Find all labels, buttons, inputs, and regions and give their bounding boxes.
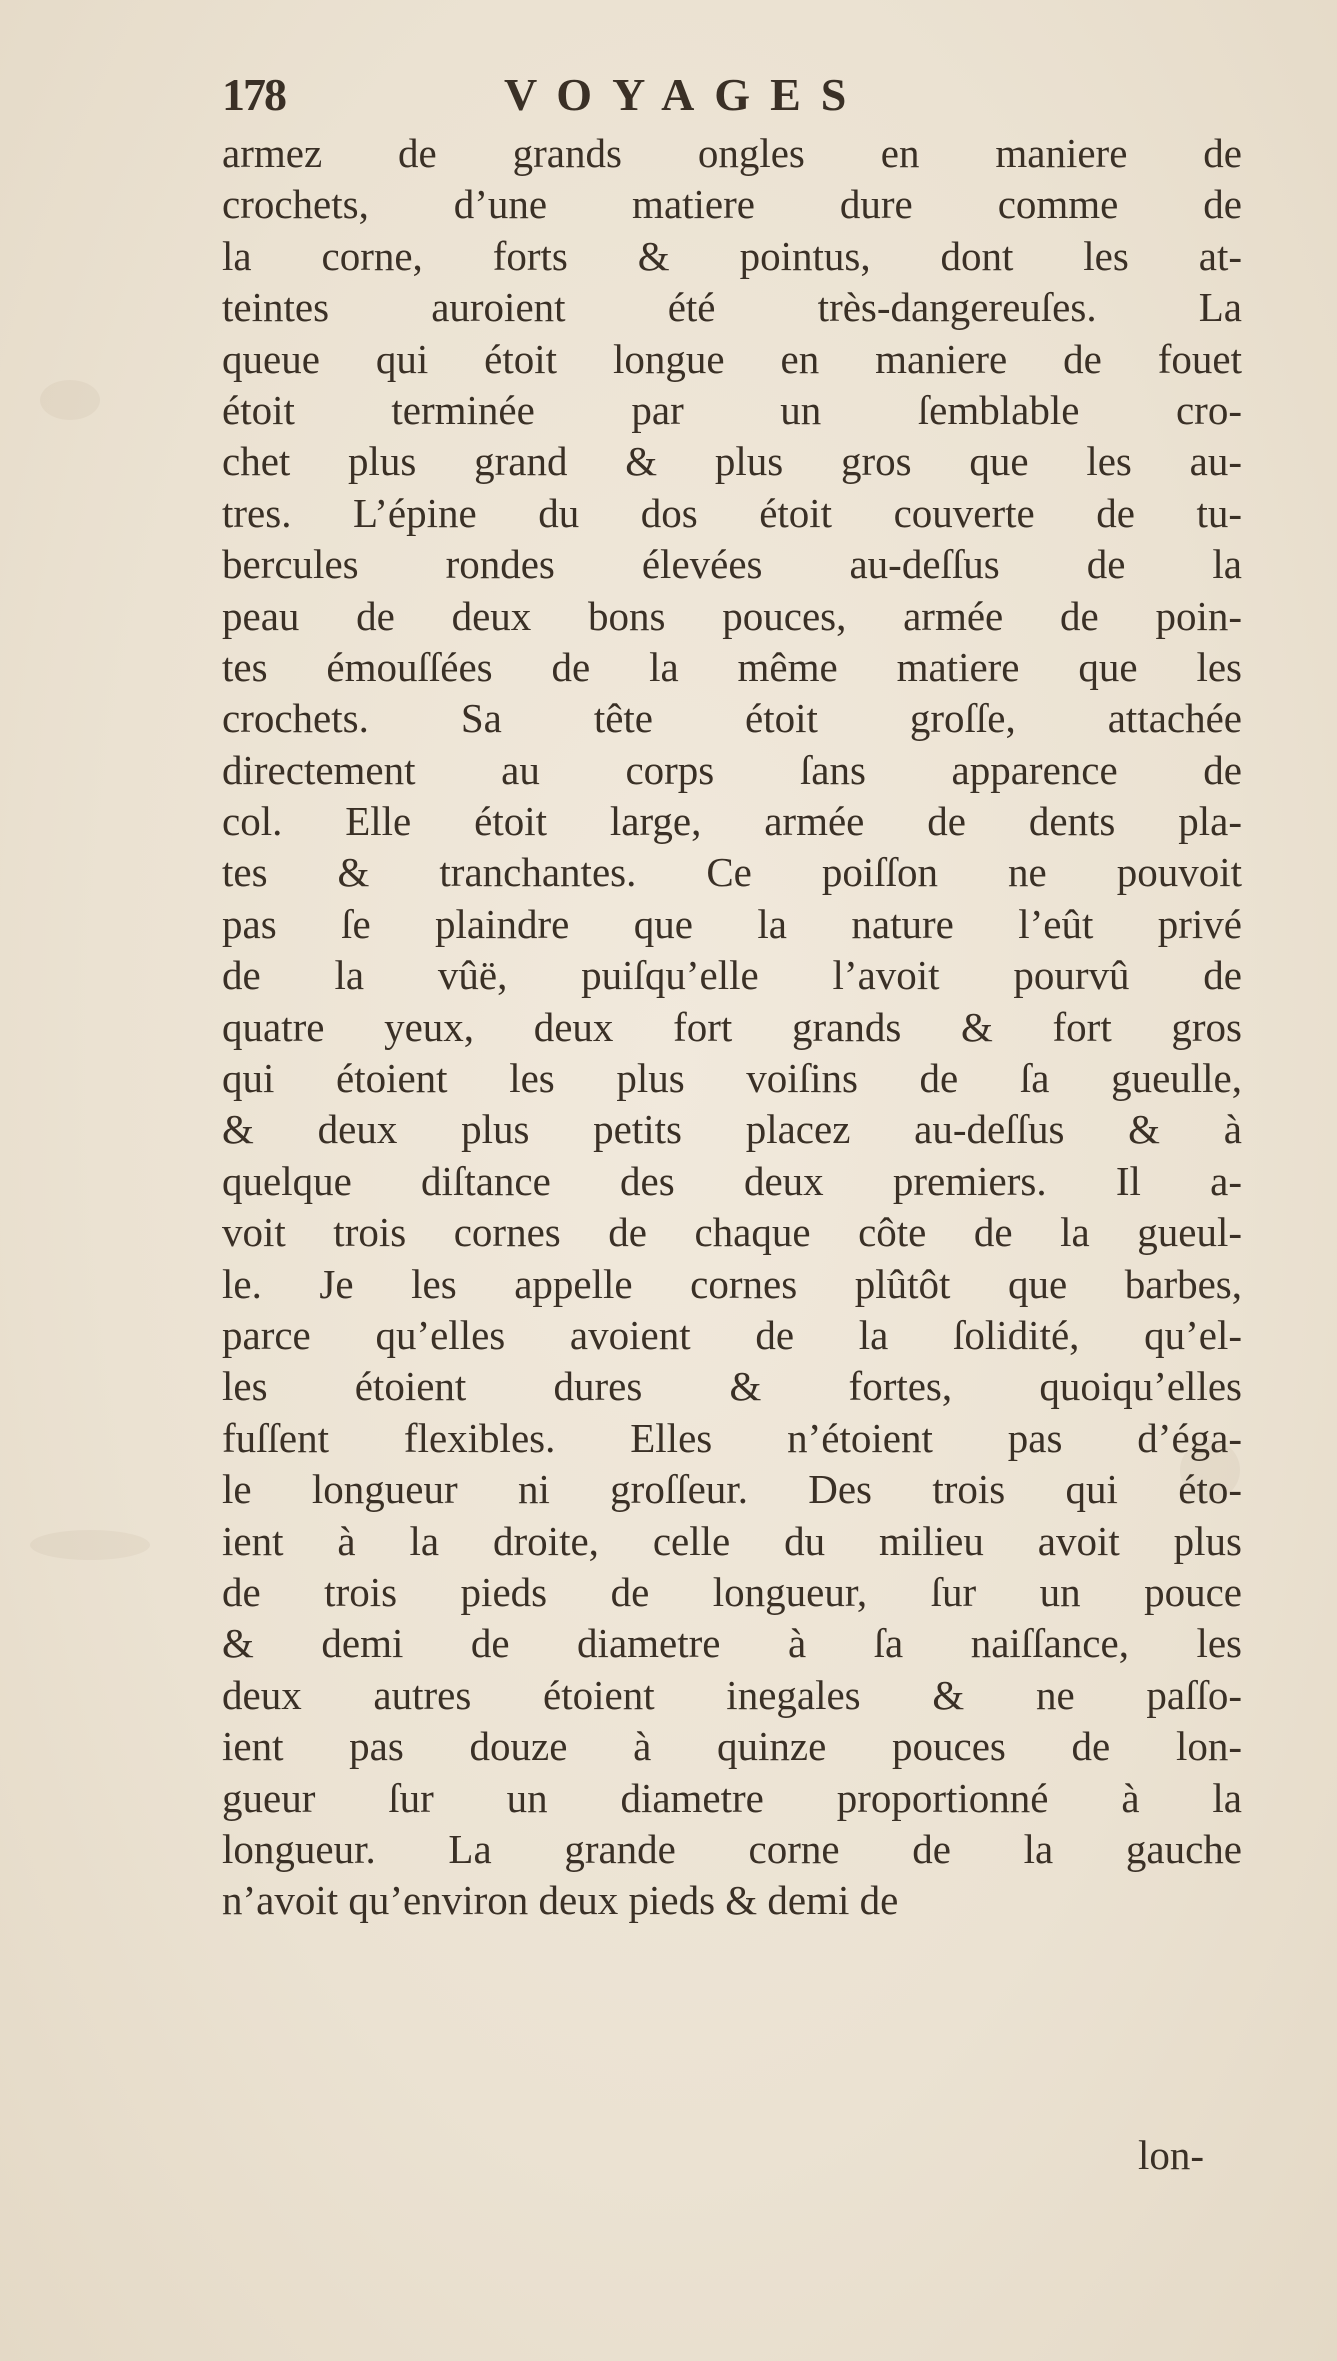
- text-line: queue qui étoit longue en maniere de fouet: [222, 335, 1242, 382]
- text-line: qui étoient les plus voiſins de ſa gueulle,: [222, 1055, 1242, 1102]
- text-line: de la vûë, puiſqu’elle l’avoit pourvû de: [222, 952, 1242, 999]
- text-line: ient pas douze à quinze pouces de lon-: [222, 1723, 1242, 1770]
- text-line: fuſſent flexibles. Elles n’étoient pas d’éga-: [222, 1414, 1242, 1461]
- paper-stain: [40, 380, 100, 420]
- text-line: bercules rondes élevées au-deſſus de la: [222, 541, 1242, 588]
- text-line: la corne, forts & pointus, dont les at-: [222, 232, 1242, 279]
- text-line: de trois pieds de longueur, ſur un pouce: [222, 1568, 1242, 1615]
- text-line: étoit terminée par un ſemblable cro-: [222, 386, 1242, 433]
- text-line: tes émouſſées de la même matiere que les: [222, 643, 1242, 690]
- body-text: [222, 128, 1242, 1927]
- text-line: chet plus grand & plus gros que les au-: [222, 438, 1242, 485]
- text-line: crochets. Sa tête étoit groſſe, attachée: [222, 695, 1242, 742]
- running-head: VOYAGES: [504, 69, 867, 120]
- text-line: teintes auroient été très-dangereuſes. La: [222, 284, 1242, 331]
- text-line: le longueur ni groſſeur. Des trois qui éto-: [222, 1466, 1242, 1513]
- text-line: deux autres étoient inegales & ne paſſo-: [222, 1671, 1242, 1718]
- text-line: longueur. La grande corne de la gauche: [222, 1825, 1242, 1872]
- paper-stain: [30, 1530, 150, 1560]
- text-line: & demi de diametre à ſa naiſſance, les: [222, 1620, 1242, 1667]
- text-line: ient à la droite, celle du milieu avoit plus: [222, 1517, 1242, 1564]
- text-line: crochets, d’une matiere dure comme de: [222, 181, 1242, 228]
- text-line: & deux plus petits placez au-deſſus & à: [222, 1106, 1242, 1153]
- text-line: le. Je les appelle cornes plûtôt que barbes,: [222, 1260, 1242, 1307]
- page-number: 178: [222, 69, 285, 120]
- text-line: col. Elle étoit large, armée de dents pla-: [222, 798, 1242, 845]
- text-line: directement au corps ſans apparence de: [222, 746, 1242, 793]
- catchword: lon-: [1138, 2132, 1205, 2178]
- text-line: voit trois cornes de chaque côte de la gueul-: [222, 1209, 1242, 1256]
- text-line: pas ſe plaindre que la nature l’eût privé: [222, 900, 1242, 947]
- text-line: les étoient dures & fortes, quoiqu’elles: [222, 1363, 1242, 1410]
- text-line: n’avoit qu’environ deux pieds & demi de: [222, 1877, 899, 1924]
- text-line: gueur ſur un diametre proportionné à la: [222, 1774, 1242, 1821]
- text-line: quatre yeux, deux fort grands & fort gros: [222, 1003, 1242, 1050]
- page-header: [222, 60, 1022, 130]
- text-line: peau de deux bons pouces, armée de poin-: [222, 592, 1242, 639]
- text-line: parce qu’elles avoient de la ſolidité, qu’el-: [222, 1311, 1242, 1358]
- text-line: quelque diſtance des deux premiers. Il a-: [222, 1157, 1242, 1204]
- text-line: tres. L’épine du dos étoit couverte de tu-: [222, 489, 1242, 536]
- text-line: tes & tranchantes. Ce poiſſon ne pouvoit: [222, 849, 1242, 896]
- text-line: armez de grands ongles en maniere de: [222, 130, 1242, 176]
